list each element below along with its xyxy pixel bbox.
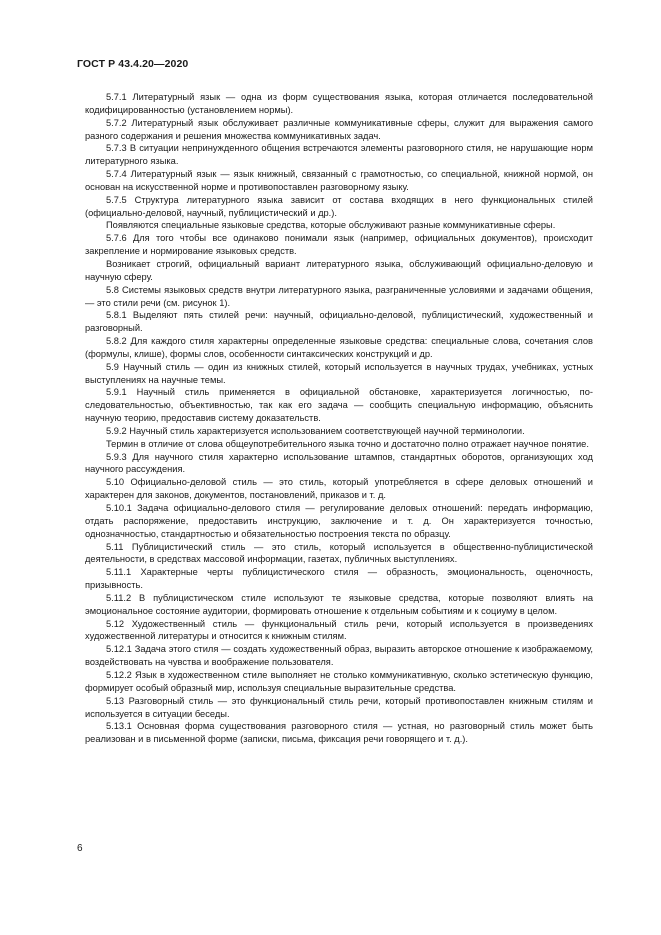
paragraph: 5.12.1 Задача этого стиля — создать художественный образ, выразить авторское отношение к изображаемому, воздействовать на чувства и воображение пользователя.	[85, 644, 593, 668]
paragraph: 5.13 Разговорный стиль — это функциональный стиль речи, который противопоставлен книжным стилям и используется в ситуации беседы.	[85, 695, 593, 719]
paragraph: 5.13.1 Основная форма существования разговорного стиля — устная, но разговорный стиль может быть реализован и в письменной форме (записки, письма, фиксация речи говорящего и т. д.).	[85, 721, 593, 745]
paragraph: 5.7.1 Литературный язык — одна из форм существования языка, которая отличается последовательной кодифицированностью (установлением нормы).	[85, 92, 593, 115]
paragraph: 5.9 Научный стиль — один из книжных стилей, который используется в научных трудах, учебниках, устных выступлениях на научные темы.	[85, 361, 593, 385]
paragraph: 5.8.1 Выделяют пять стилей речи: научный, официально-деловой, публицистический, художественный и разговорный.	[85, 310, 593, 334]
paragraph: Возникает строгий, официальный вариант литературного языка, обслуживающий официально-деловую и научную сферу.	[85, 258, 593, 282]
paragraph: 5.11 Публицистический стиль — это стиль, который используется в общественно-публицистической деятельности, в средствах массовой информации, газетах, публичных выступлениях.	[85, 541, 593, 565]
paragraph: 5.9.2 Научный стиль характеризуется использованием соответствующей научной терминологии.	[106, 425, 525, 436]
paragraph: 5.10.1 Задача официально-делового стиля — регулирование деловых отношений: передать информацию, отдать распоряжение, предоставить инструкцию, заключение и т. д. Он характеризуется точностью, однозначностью, стандартностью и обязательностью построения текста по образцу.	[85, 503, 593, 539]
paragraph: 5.7.4 Литературный язык — язык книжный, связанный с грамотностью, со специальной, книжной нормой, он основан на искусственной норме и противопоставлен разговорному языку.	[85, 169, 593, 192]
page-number: 6	[77, 843, 83, 854]
paragraph: 5.11.1 Характерные черты публицистического стиля — образность, эмоциональность, оценочность, призывность.	[85, 567, 593, 591]
paragraph: 5.7.6 Для того чтобы все одинаково понимали язык (например, официальных документов), происходит закрепление и нормирование языковых средств.	[85, 233, 593, 257]
paragraph: 5.9.1 Научный стиль применяется в официальной обстановке, характеризуется логичностью, последовательностью, объективностью, так как его задача — сообщить специальную информацию, объяснить научную теорию, предоставив систему доказательств.	[85, 387, 593, 424]
paragraph: 5.9.3 Для научного стиля характерно использование штампов, стандартных оборотов, организующих ход научного рассуждения.	[85, 451, 593, 475]
paragraph: 5.11.2 В публицистическом стиле используют те языковые средства, которые позволяют влиять на эмоциональное состояние аудитории, формировать отношение к отдельным событиям и к социуму в целом.	[85, 592, 593, 616]
document-header: ГОСТ Р 43.4.20—2020	[77, 58, 189, 70]
paragraph: 5.10 Официально-деловой стиль — это стиль, который употребляется в сфере деловых отношений и характерен для законов, документов, постановлений, приказов и т. д.	[85, 477, 593, 501]
paragraph: Термин в отличие от слова общеупотребительного языка точно и достаточно полно отражает научное понятие.	[106, 438, 589, 449]
paragraph: 5.7.2 Литературный язык обслуживает различные коммуникативные сферы, служит для выражения самого разного содержания и решения множества коммуникативных задач.	[85, 117, 593, 141]
paragraph: 5.7.5 Структура литературного языка зависит от состава входящих в него функциональных стилей (официально-деловой, научный, публицистический и др.).	[85, 194, 593, 218]
document-body	[85, 91, 593, 746]
paragraph: Появляются специальные языковые средства, которые обслуживают разные коммуникативные сферы.	[106, 220, 556, 231]
paragraph: 5.7.3 В ситуации непринужденного общения встречаются элементы разговорного стиля, не нарушающие норм литературного языка.	[85, 143, 593, 167]
paragraph: 5.12.2 Язык в художественном стиле выполняет не столько коммуникативную, сколько эстетическую функцию, формирует особый образный мир, используя специальные выразительные средства.	[85, 669, 593, 693]
paragraph: 5.12 Художественный стиль — функциональный стиль речи, который используется в произведениях художественной литературы и относится к книжным стилям.	[85, 618, 593, 642]
paragraph: 5.8 Системы языковых средств внутри литературного языка, разграниченные условиями и задачами общения, — это стили речи (см. рисунок 1).	[85, 284, 593, 308]
paragraph: 5.8.2 Для каждого стиля характерны определенные языковые средства: специальные слова, сочетания слов (формулы, клише), формы слов, особенности синтаксических конструкций и др.	[85, 336, 593, 359]
